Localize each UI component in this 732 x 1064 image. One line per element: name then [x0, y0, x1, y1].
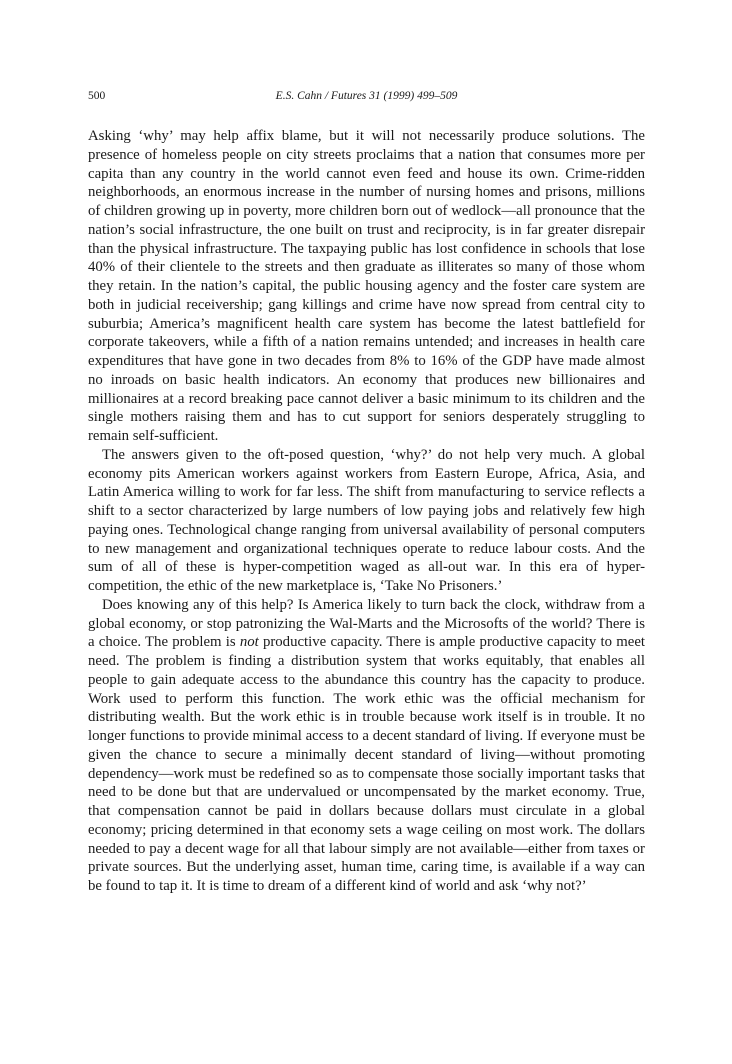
running-head: E.S. Cahn / Futures 31 (1999) 499–509 [275, 90, 458, 102]
paragraph-1: Asking ‘why’ may help affix blame, but it will not necessarily produce solutions. The presence of homeless people on city streets proclaims that a nation that consumes more per capita than any country in the world cannot even feed and house its own. Crime-ridden neighborhoods, an enormous increase in the number of nursing homes and prisons, millions of children growing up in poverty, more children born out of wedlock—all pronounce that the nation’s social infrastructure, the one built on trust and reciprocity, is in far greater disrepair than the physical infrastructure. The taxpaying public has lost confidence in schools that lose 40% of their clientele to the streets and then graduate as illiterates so many of those whom they retain. In the nation’s capital, the public housing agency and the foster care system are both in judicial receivership; gang killings and crime have now spread from central city to suburbia; America’s magnificent health care system has become the latest battlefield for corporate takeovers, while a fifth of a nation remains untended; and increases in health care expenditures that have gone in two decades from 8% to 16% of the GDP have made almost no inroads on basic health indicators. An economy that produces new billionaires and millionaires at a record breaking pace cannot deliver a basic minimum to its children and the single mothers raising them and has to cut support for seniors desperately struggling to remain self-sufficient. [88, 128, 645, 444]
paragraph-2: The answers given to the oft-posed question, ‘why?’ do not help very much. A global economy pits American workers against workers from Eastern Europe, Africa, Asia, and Latin America willing to work for far less. The shift from manufacturing to service reflects a shift to a sector characterized by large numbers of low paying jobs and relatively few high paying ones. Technological change ranging from universal availability of personal computers to new management and organizational techniques operate to reduce labour costs. And the sum of all of these is hyper-competition waged as all-out war. In this era of hyper-competition, the ethic of the new marketplace is, ‘Take No Prisoners.’ [88, 446, 645, 594]
paragraph-3 [88, 596, 645, 896]
page-header [88, 90, 645, 108]
page-number: 500 [88, 90, 106, 102]
paragraph-3-text-end: productive capacity. There is ample productive capacity to meet need. The problem is finding a distribution system that works equitably, that enables all people to gain adequate access to the abundance this country has the capacity to produce. Work used to perform this function. The work ethic was the official mechanism for distributing wealth. But the work ethic is in trouble because work itself is in trouble. It no longer functions to provide minimal access to a decent standard of living. If everyone must be given the chance to secure a minimally decent standard of living—without promoting dependency—work must be redefined so as to compensate those socially important tasks that need to be done but that are undervalued or uncompensated by the market economy. True, that compensation cannot be paid in dollars because dollars must circulate in a global economy; pricing determined in that economy sets a wage ceiling on most work. The dollars needed to pay a decent wage for all that labour simply are not available—either from taxes or private sources. But the underlying asset, human time, caring time, is available if a way can be found to tap it. It is time to dream of a different kind of world and ask ‘why not?’ [88, 634, 645, 894]
article-body [88, 127, 645, 896]
paragraph-3-text-start: Does knowing any of this help? Is America likely to turn back the clock, withdraw from a global economy, or stop patronizing the Wal-Marts and the Microsofts of the world? There is a choice. The problem is [88, 596, 645, 651]
emphasis-not: not [239, 634, 259, 651]
